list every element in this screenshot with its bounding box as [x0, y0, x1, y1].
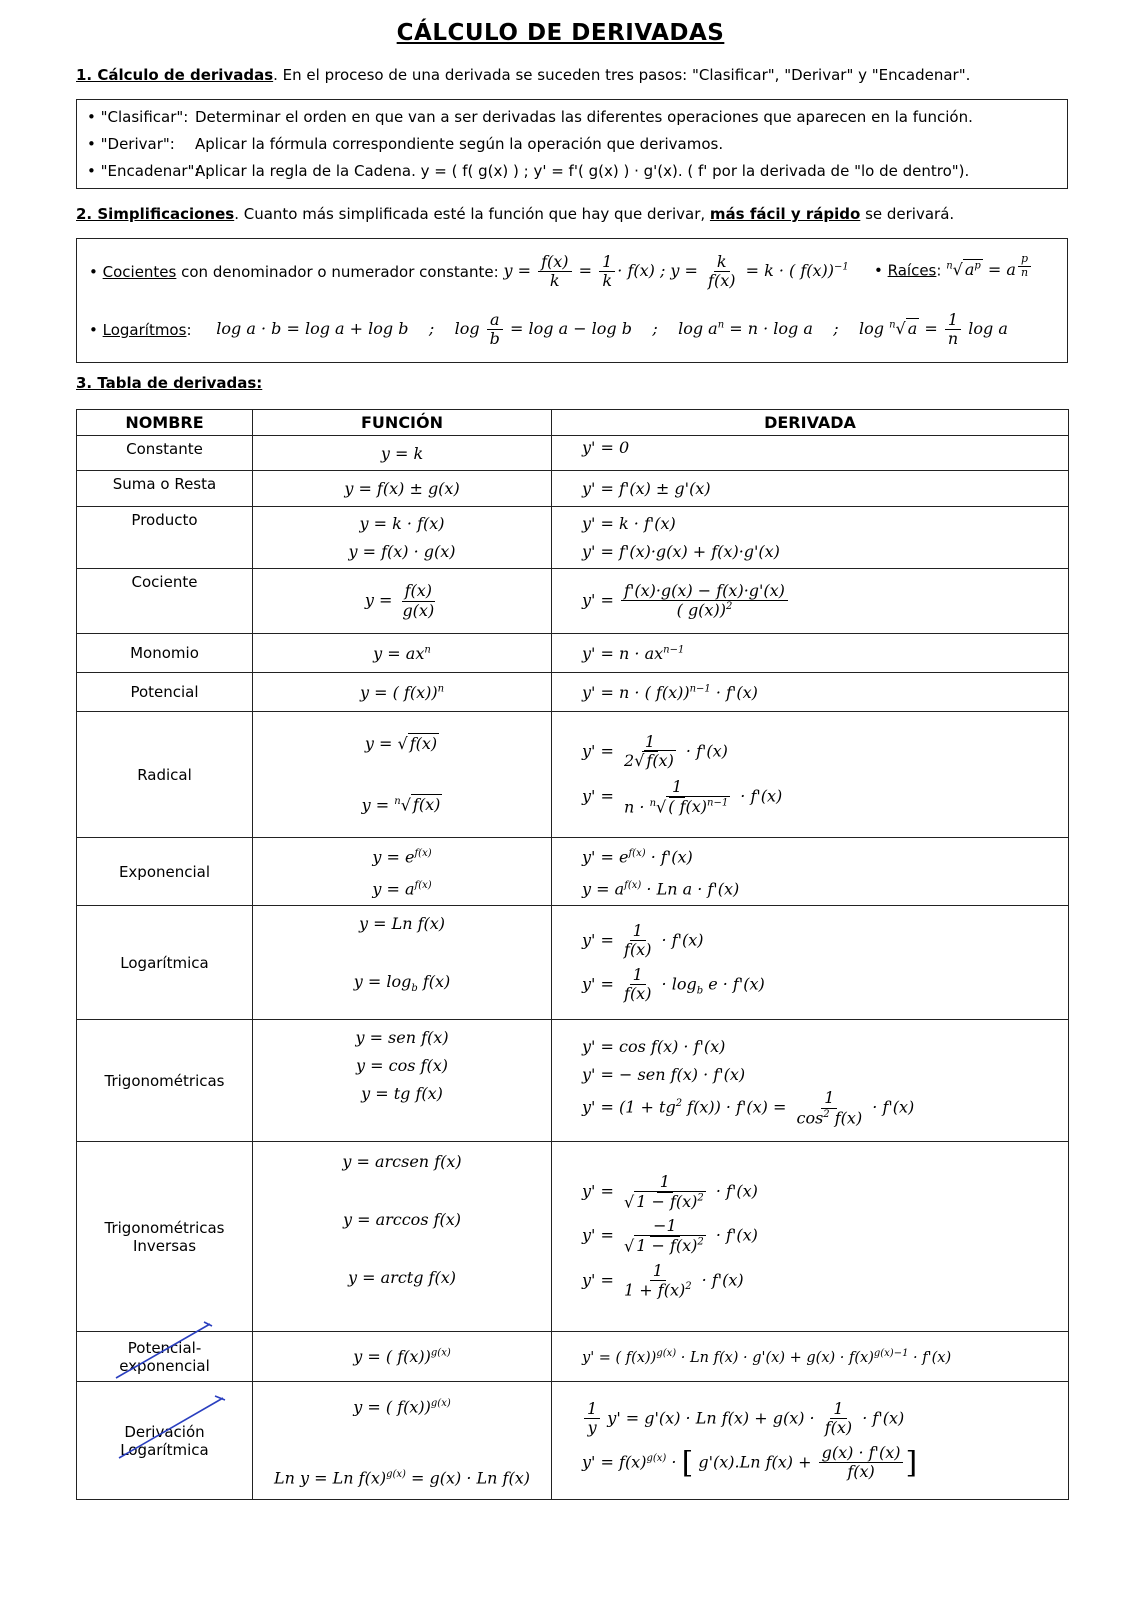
table-row: Constante y = k y' = 0 [77, 436, 1069, 471]
derivacion-logaritmica-name: Derivación Logarítmica [77, 1382, 253, 1500]
logaritmos-rule: • Logarítmos: log a · b = log a + log b ; log $\frac{a}{b}$ = log a − log b ; $\log a^n = n \cdot \log a$ ; log $^n$√ a = $\frac{1}{n}$ log a [89, 310, 1008, 349]
table-row: Producto y = k · f(x) y = f(x) · g(x) y' = k · f'(x) y' = f'(x)·g(x) + f(x)·g'(x) [77, 507, 1069, 569]
header-funcion: FUNCIÓN [253, 410, 552, 436]
raices-rule: • Raíces: $^n$√ $a^p = a$ $^{\frac{p}{n}}$ [874, 253, 1033, 279]
table-row: Trigonométricas Inversas y = arcsen f(x) y = arccos f(x) y = arctg f(x) y' = $\frac{1}{√ 1 - f(x)^2}$ · f'(x) y' = $\frac{-1}{√ 1 - f(x)^2}$ · f'(x) y' = $\frac{1}{1 + f(x)^2}$ · f'(x) [77, 1142, 1069, 1332]
header-derivada: DERIVADA [552, 410, 1069, 436]
table-row: Logarítmica y = Ln f(x) $y = \log_b f(x)$ y' = $\frac{1}{f(x)}$ · f'(x) y' = $\frac{1}{f(x)}$ · $\log_b e \cdot f'(x)$ [77, 906, 1069, 1020]
potencial-exponencial-name: Potencial- exponencial [77, 1332, 253, 1382]
derivatives-table [76, 409, 1069, 1500]
table-row: Suma o Resta y = f(x) ± g(x) y' = f'(x) ± g'(x) [77, 471, 1069, 507]
simplifications-box [76, 238, 1068, 363]
page-title: CÁLCULO DE DERIVADAS [396, 20, 725, 46]
section-2-number: 2. Simplificaciones [76, 205, 235, 223]
table-row: Trigonométricas y = sen f(x) y = cos f(x) y = tg f(x) y' = cos f(x) · f'(x) y' = − sen f(x) · f'(x) $y' = (1 + tg^2$ f(x)) · f'(x) = $\frac{1}{\cos^2 f(x)}$ · f'(x) [77, 1020, 1069, 1142]
step-encadenar: • "Encadenar":Aplicar la regla de la Cadena. y = ( f( g(x) ) ; y' = f'( g(x) ) · g'(x). ( f' por la derivada de "lo de dentro"). [87, 162, 970, 180]
section-1-heading [76, 66, 970, 84]
pen-strike-mark [115, 1392, 235, 1462]
cocientes-rule: • Cocientes con denominador o numerador constante: y = $\frac{f(x)}{k}$ = $\frac{1}{k}$ · f(x) ; y = $\frac{k}{f(x)}$ = k · ( f(x))$^{-1}$ [89, 252, 849, 291]
section-1-number: 1. Cálculo de derivadas [76, 66, 274, 84]
section-2-heading: 2. Simplificaciones. Cuanto más simplificada esté la función que hay que derivar, más fácil y rápido se derivará. [76, 205, 955, 223]
cociente-function: y = $\frac{f(x)}{g(x)}$ [253, 569, 552, 634]
table-row: Potencial- exponencial y = ( f(x))$^{g(x)}$ y' = ( f(x))$^{g(x)}$ · Ln $f(x) \cdot g'(x) + g(x) \cdot f(x)^{g(x)-1} \cdot f'(x)$ [77, 1332, 1069, 1382]
section-3-number: 3. Tabla de derivadas: [76, 374, 263, 392]
table-row: Radical y = √ f(x) y = $^n$√ f(x) y' = $\frac{1}{2√ f(x)}$ · f'(x) y' = $\frac{1}{n \cdot ^n√ ( f(x)^{n-1}}$ · f'(x) [77, 712, 1069, 838]
table-row: Exponencial $y = e^{f(x)}$ $y = a^{f(x)}$ $y' = e^{f(x)} \cdot f'(x)$ $y = a^{f(x)} \cdot Ln$ a · f'(x) [77, 838, 1069, 906]
table-row: Monomio $y = ax^n$ $y' = n \cdot ax^{n-1}$ [77, 634, 1069, 673]
step-derivar: • "Derivar": Aplicar la fórmula correspondiente según la operación que derivamos. [87, 135, 724, 153]
step-clasificar: • "Clasificar": Determinar el orden en que van a ser derivadas las diferentes operaciones que aparecen en la función. [87, 108, 973, 126]
table-row: Derivación Logarítmica y = ( f(x))$^{g(x)}$ Ln y = Ln $f(x)^{g(x)} = g(x) \cdot Ln$ f(x) $\frac{1}{y}$ y' = g'(x) · Ln f(x) + g(x) · $\frac{1}{f(x)}$ · f'(x) $y' = f(x)^{g(x)}$ · [ g'(x).Ln f(x) + $\frac{g(x) \cdot f'(x)}{f(x)}$ ] [77, 1382, 1069, 1500]
steps-box [76, 99, 1068, 189]
table-row: Potencial y = ( f(x))$^n$ y' = n · ( f(x))$^{n-1}$ · f'(x) [77, 673, 1069, 712]
pen-strike-mark [112, 1318, 222, 1382]
inversas-name: Trigonométricas Inversas [77, 1142, 253, 1332]
table-row: Cociente y = $\frac{f(x)}{g(x)}$ y' = $\frac{f'(x)\cdot g(x) - f(x)\cdot g'(x)}{( g(x))^2}$ [77, 569, 1069, 634]
section-3-heading [76, 374, 262, 392]
cociente-derivative: y' = $\frac{f'(x)\cdot g(x) - f(x)\cdot g'(x)}{( g(x))^2}$ [552, 569, 1069, 634]
section-1-text: . En el proceso de una derivada se suceden tres pasos: "Clasificar", "Derivar" y "Encadenar". [273, 66, 971, 84]
table-header-row [77, 410, 1069, 436]
header-nombre: NOMBRE [77, 410, 253, 436]
